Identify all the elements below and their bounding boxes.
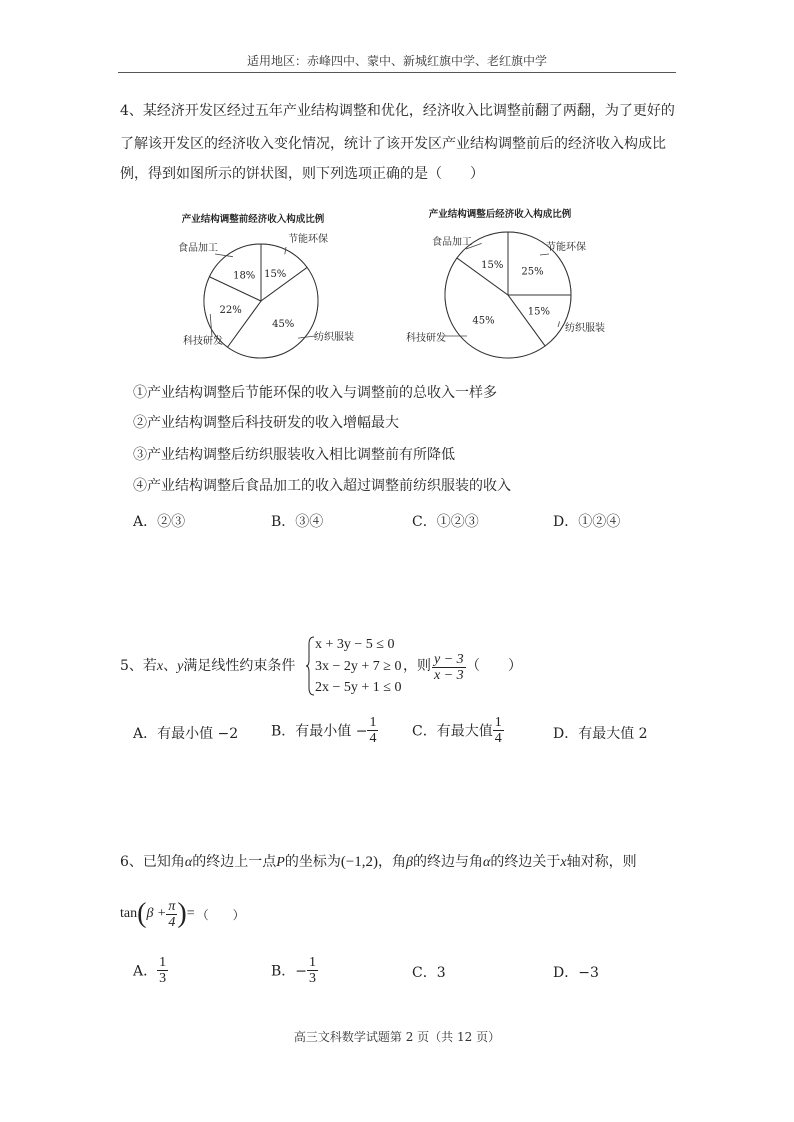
q6-tan: tan [120,906,138,921]
q5-constraint-1: x + 3y − 5 ≤ 0 [315,637,395,652]
pie-before-value-2: 22% [219,304,242,316]
q4-statement-3: ③产业结构调整后纺织服装收入相比调整前有所降低 [133,447,455,463]
q6-expression [120,898,245,930]
q6-option-a[interactable] [133,955,168,986]
q4-statement-1: ①产业结构调整后节能环保的收入与调整前的总收入一样多 [133,385,497,401]
q6-text-7: 轴对称，则 [566,854,637,870]
q6-point-p: P [276,855,285,870]
pie-after-category-2: 科技研发 [406,333,446,344]
q5-sep: 、 [163,658,178,674]
pie-after-category-0: 节能环保 [546,242,586,253]
pie-before-value-3: 18% [233,270,256,282]
pie-after-title: 产业结构调整后经济收入构成比例 [428,209,572,220]
pie-after-value-0: 25% [521,266,544,278]
q5-mid: 满足线性约束条件 [183,658,296,674]
header-rule [118,72,676,73]
pie-before-category-1: 纺织服装 [314,332,354,343]
page-header: 适用地区：赤峰四中、蒙中、新城红旗中学、老红旗中学 [246,54,547,68]
pie-before-category-2: 科技研发 [183,336,223,347]
pie-chart-after [406,208,605,358]
q6-beta-plus: β + [146,906,167,921]
q6-coord: (−1,2) [340,854,379,870]
q4-option-c[interactable]: C．①②③ [412,514,479,530]
q4-line-1: 4、某经济开发区经过五年产业结构调整和优化，经济收入比调整前翻了两翻，为了更好的 [120,103,675,119]
pie-before-category-0: 节能环保 [288,234,328,245]
q6-option-a-text: A． [133,963,158,980]
pie-after-category-3: 食品加工 [432,237,472,248]
q5-then: ，则 [403,658,431,674]
q5-option-d[interactable]: D．有最大值 2 [553,726,648,742]
q6-lparen: ( [137,898,147,929]
pie-after-category-1: 纺织服装 [565,323,605,334]
q5-prefix: 5、若 [120,658,157,674]
page-footer: 高三文科数学试题第 2 页（共 12 页） [293,1030,501,1044]
q6-alpha: α [184,855,193,870]
q5-fraction [432,652,466,683]
pie-charts [168,205,628,365]
q5-option-b-text: B．有最小值 − [271,723,368,740]
q4-statement-2: ②产业结构调整后科技研发的收入增幅最大 [133,415,399,431]
pie-before-value-0: 15% [264,269,287,281]
q5-option-b-den: 4 [369,731,377,746]
q6-option-b[interactable] [271,955,318,986]
q5-constraint-3: 2x − 5y + 1 ≤ 0 [315,680,402,695]
q5-option-b-num: 1 [369,715,377,730]
q6-option-b-text: B．− [271,963,308,980]
pie-chart-before [178,213,354,358]
q6-option-c[interactable]: C．3 [412,965,446,981]
q5-frac-den: x − 3 [434,668,464,683]
q6-rparen: ) [177,898,187,929]
q6-equals: = [186,906,195,921]
q5-option-c-num: 1 [494,715,502,730]
pie-after-value-1: 15% [527,306,551,318]
pie-before-title: 产业结构调整前经济收入构成比例 [181,214,325,225]
q5-stem [120,659,295,674]
q5-var-y: y [177,659,184,674]
q5-option-b[interactable] [271,715,378,746]
q6-beta: β [406,855,414,870]
q6-stem [120,855,637,870]
q5-paren: （ ） [466,658,522,674]
q6-paren: （ ） [196,907,245,922]
q6-option-a-den: 3 [159,971,167,986]
q6-text-6: 的终边关于 [490,854,561,870]
q4-statement-4: ④产业结构调整后食品加工的收入超过调整前纺织服装的收入 [133,478,511,494]
q6-option-a-num: 1 [159,955,167,970]
q5-var-x: x [156,659,164,674]
q4-option-d[interactable]: D．①②④ [553,514,621,530]
q5-option-c-text: C．有最大值 [412,723,493,740]
q4-line-3: 例，得到如图所示的饼状图，则下列选项正确的是（ ） [120,166,484,182]
q6-option-d[interactable]: D．−3 [553,965,599,981]
q5-option-c[interactable] [412,715,504,746]
pie-after-value-3: 15% [481,260,504,272]
q5-constraint-2: 3x − 2y + 7 ≥ 0 [315,659,402,674]
q6-text-2: 的终边上一点 [192,854,277,870]
q5-option-c-den: 4 [494,731,502,746]
q6-pi-num: π [168,898,176,914]
q6-option-b-den: 3 [309,971,317,986]
q5-option-a[interactable]: A．有最小值 −2 [133,726,239,742]
q6-text-4: ，角 [378,854,407,870]
q4-option-b[interactable]: B．③④ [271,514,324,530]
q5-frac-num: y − 3 [434,652,464,667]
q6-text-5: 的终边与角 [413,854,484,870]
pie-before-value-1: 45% [272,319,295,331]
q6-x-axis: x [560,855,567,870]
q6-alpha-2: α [483,855,491,870]
q4-line-2: 了解该开发区的经济收入变化情况，统计了该开发区产业结构调整前后的经济收入构成比 [120,136,666,152]
q6-pi-den: 4 [168,914,176,930]
pie-after-value-2: 45% [472,315,495,327]
q4-option-a[interactable]: A．②③ [133,514,186,530]
q6-text-3: 的坐标为 [284,854,341,870]
q6-option-b-num: 1 [309,955,317,970]
pie-before-category-3: 食品加工 [178,243,218,254]
q6-text-1: 6、已知角 [120,854,185,870]
